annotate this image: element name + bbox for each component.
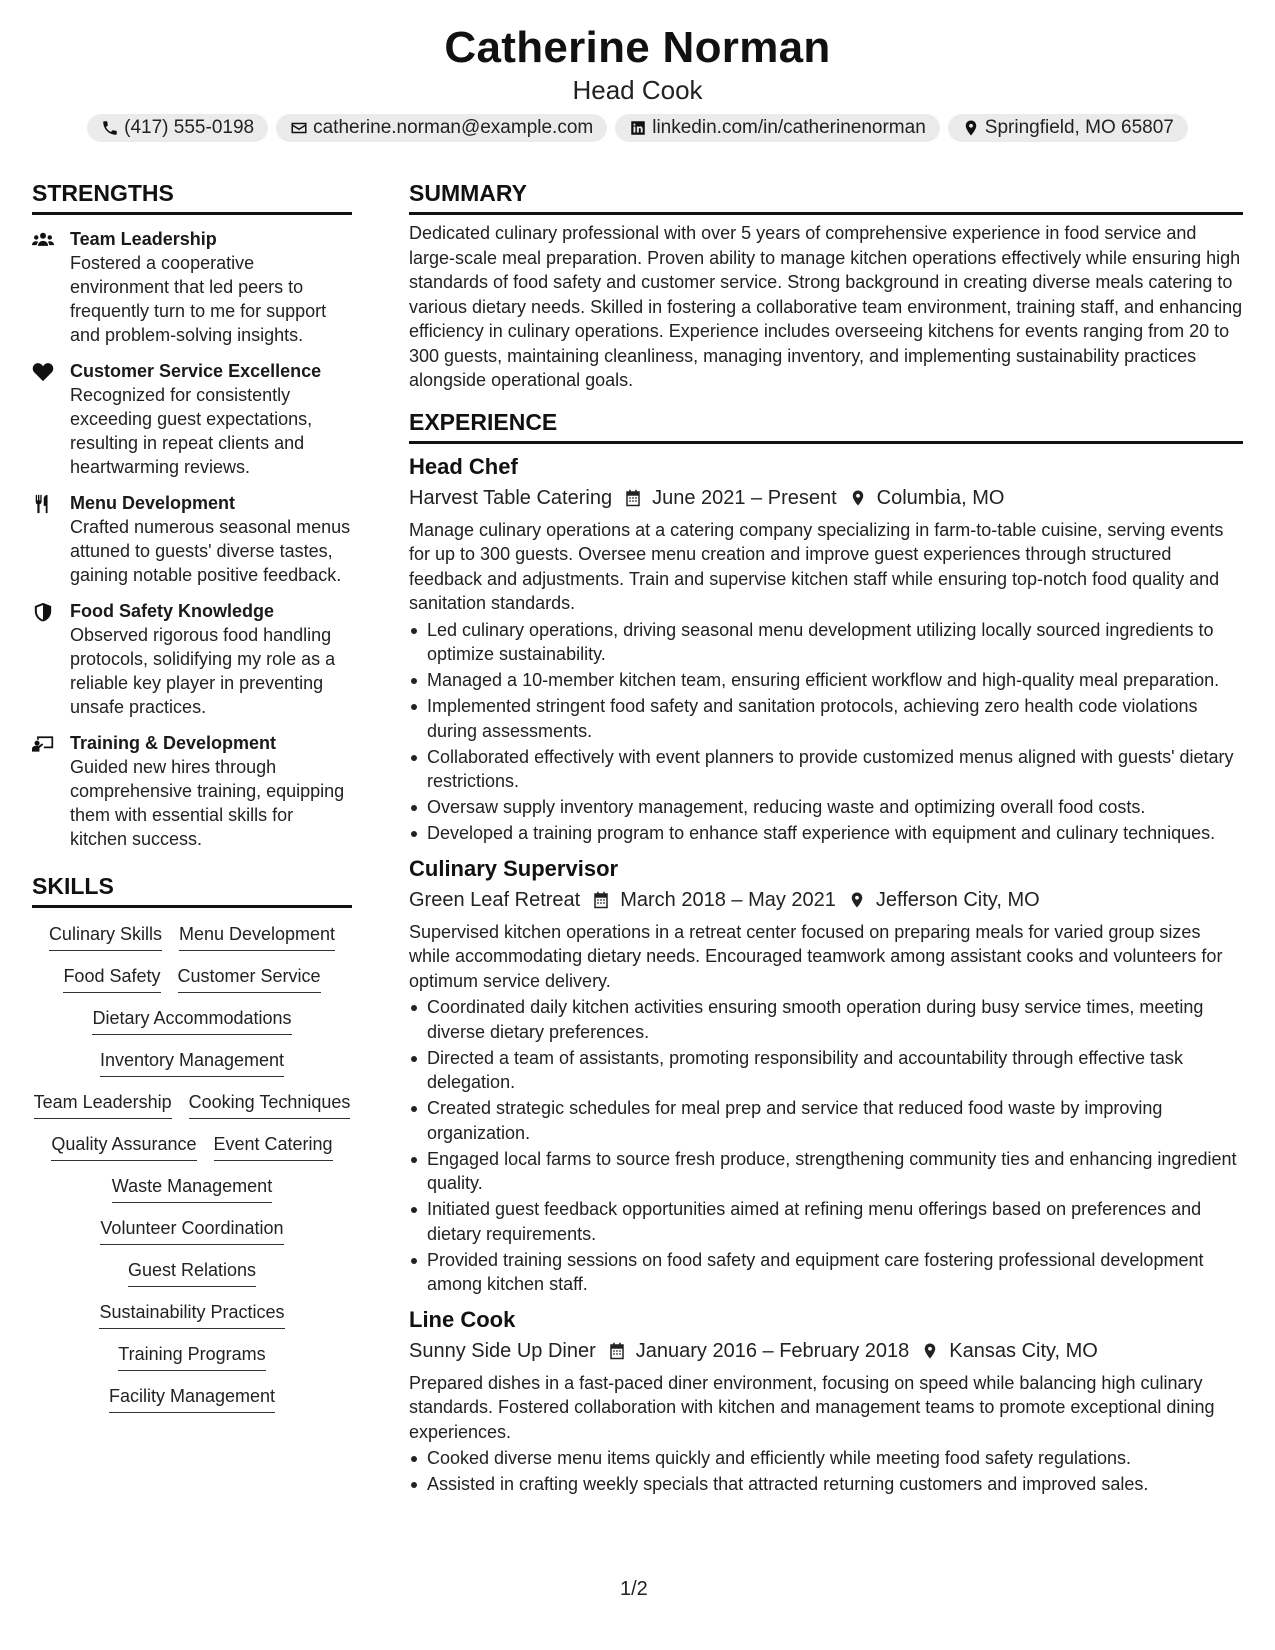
job-entry [409,452,1243,846]
skill-tag: Event Catering [214,1132,333,1161]
team-icon [32,230,54,250]
job-company: Green Leaf Retreat [409,888,581,911]
linkedin-icon [629,119,647,137]
contact-email[interactable] [276,114,607,142]
strength-title: Team Leadership [70,229,217,249]
job-bullet: Created strategic schedules for meal prep and service that reduced food waste by improving organization. [409,1096,1243,1145]
job-bullet: Collaborated effectively with event planners to provide customized menus aligned with guests' dietary restrictions. [409,745,1243,794]
job-bullet: Cooked diverse menu items quickly and efficiently while meeting food safety regulations. [409,1446,1243,1471]
skills-heading: SKILLS [32,871,352,908]
job-bullets [409,618,1243,846]
job-description: Prepared dishes in a fast-paced diner environment, focusing on speed while balancing high culinary standards. Fostered collaboration with kitchen and management teams to promote exceptional dining experiences. [409,1372,1215,1442]
job-description: Manage culinary operations at a catering company specializing in farm-to-table cuisine, serving events for up to 300 guests. Oversee menu creation and improve guest experiences through structured feedback and adjustments. Train and supervise kitchen staff while ensuring top-notch food quality and sanitation standards. [409,519,1224,613]
job-bullet: Directed a team of assistants, promoting responsibility and accountability through effective task delegation. [409,1046,1243,1095]
job-location: Jefferson City, MO [875,888,1040,911]
summary-text: Dedicated culinary professional with over 5 years of comprehensive experience in food service and large-scale meal preparation. Proven ability to manage kitchen operations effectively while ensuring high standards of food safety and customer service. Strong background in creating diverse meals catering to various dietary needs. Skilled in fostering a collaborative team environment, training staff, and enhancing efficiency in culinary operations. Experience includes overseeing kitchens for events ranging from 20 to 300 guests, maintaining cleanliness, managing inventory, and implementing sustainability practices alongside operational goals. [409,223,1243,390]
job-description: Supervised kitchen operations in a retreat center focused on preparing meals for varied group sizes while accommodating dietary needs. Encouraged teamwork among assistant cooks and volunteers for optimum service delivery. [409,921,1223,991]
job-bullet: Assisted in crafting weekly specials that attracted returning customers and improved sales. [409,1472,1243,1497]
skill-tag: Team Leadership [34,1090,172,1119]
skill-tag: Dietary Accommodations [92,1006,291,1035]
experience-heading: EXPERIENCE [409,407,1243,444]
job-bullet: Managed a 10-member kitchen team, ensuring efficient workflow and high-quality meal preparation. [409,668,1243,693]
strength-title: Training & Development [70,733,277,753]
email-icon [290,119,308,137]
location-icon [849,489,867,507]
calendar-icon [624,489,642,507]
candidate-role: Head Cook [572,75,703,105]
job-bullet: Oversaw supply inventory management, reducing waste and optimizing overall food costs. [409,795,1243,820]
skill-tag: Customer Service [178,964,321,993]
job-dates: January 2016 – February 2018 [635,1339,910,1362]
left-column [32,178,352,1413]
contact-linkedin[interactable] [615,114,940,142]
job-title: Line Cook [409,1306,516,1332]
strength-title: Customer Service Excellence [70,361,322,381]
candidate-name: Catherine Norman [444,23,831,72]
contact-location [948,114,1188,142]
skill-tag: Training Programs [118,1342,265,1371]
phone-icon [101,119,119,137]
job-bullet: Developed a training program to enhance staff experience with equipment and culinary techniques. [409,821,1243,846]
job-meta [409,484,1243,512]
skill-tag: Volunteer Coordination [100,1216,283,1245]
calendar-icon [608,1342,626,1360]
strength-title: Menu Development [70,493,236,513]
strength-text: Observed rigorous food handling protocols, solidifying my role as a reliable key player in preventing unsafe practices. [70,625,336,717]
skills-list [32,922,352,1413]
job-bullet: Led culinary operations, driving seasonal menu development utilizing locally sourced ingredients to optimize sustainability. [409,618,1243,667]
location-icon [921,1342,939,1360]
job-title: Head Chef [409,453,518,479]
strength-text: Fostered a cooperative environment that led peers to frequently turn to me for support and problem-solving insights. [70,253,327,345]
strength-text: Guided new hires through comprehensive training, equipping them with essential skills for kitchen success. [70,757,345,849]
job-entry [409,1305,1243,1497]
job-company: Harvest Table Catering [409,486,613,509]
job-bullet: Engaged local farms to source fresh produce, strengthening community ties and enhancing ingredient quality. [409,1147,1243,1196]
job-meta [409,886,1243,914]
contact-linkedin-text: linkedin.com/in/catherinenorman [652,117,926,138]
summary-heading: SUMMARY [409,178,1243,215]
job-meta [409,1337,1243,1365]
skill-tag: Food Safety [63,964,160,993]
job-bullet: Initiated guest feedback opportunities aimed at refining menu offerings based on preferences and dietary requirements. [409,1197,1243,1246]
job-dates: March 2018 – May 2021 [620,888,836,911]
resume-header [0,22,1275,106]
skill-tag: Quality Assurance [51,1132,196,1161]
job-title: Culinary Supervisor [409,855,619,881]
skill-tag: Sustainability Practices [99,1300,284,1329]
strength-item [32,491,352,587]
right-column [409,178,1243,1498]
utensils-icon [32,494,54,514]
skill-tag: Facility Management [109,1384,275,1413]
contact-location-text: Springfield, MO 65807 [984,117,1174,138]
contact-phone[interactable] [87,114,268,142]
contact-bar [0,114,1275,142]
contact-phone-text: (417) 555-0198 [124,117,255,138]
skill-tag: Guest Relations [128,1258,256,1287]
strength-text: Crafted numerous seasonal menus attuned to guests' diverse tastes, gaining notable positive feedback. [70,517,351,585]
strength-item [32,599,352,719]
strength-item [32,227,352,347]
strength-item [32,731,352,851]
skill-tag: Waste Management [112,1174,272,1203]
strength-title: Food Safety Knowledge [70,601,275,621]
job-bullet: Provided training sessions on food safety and equipment care fostering professional development among kitchen staff. [409,1248,1243,1297]
job-bullet: Implemented stringent food safety and sanitation protocols, achieving zero health code violations during assessments. [409,694,1243,743]
job-location: Kansas City, MO [949,1339,1098,1362]
job-location: Columbia, MO [876,486,1005,509]
job-bullet: Coordinated daily kitchen activities ensuring smooth operation during busy service times, meeting diverse dietary preferences. [409,995,1243,1044]
location-icon [848,891,866,909]
strength-text: Recognized for consistently exceeding guest expectations, resulting in repeat clients and heartwarming reviews. [70,385,313,477]
job-bullets [409,1446,1243,1497]
contact-email-text: catherine.norman@example.com [313,117,594,138]
strengths-heading: STRENGTHS [32,178,352,215]
job-entry [409,854,1243,1297]
job-company: Sunny Side Up Diner [409,1339,596,1362]
calendar-icon [592,891,610,909]
job-dates: June 2021 – Present [652,486,837,509]
page-number: 1/2 [620,1578,648,1600]
heart-icon [32,362,54,382]
skill-tag: Cooking Techniques [189,1090,351,1119]
strength-item [32,359,352,479]
shield-icon [32,602,54,622]
skill-tag: Culinary Skills [49,922,162,951]
location-icon [962,119,980,137]
skill-tag: Menu Development [179,922,335,951]
teacher-icon [32,734,54,754]
job-bullets [409,995,1243,1297]
skill-tag: Inventory Management [100,1048,284,1077]
